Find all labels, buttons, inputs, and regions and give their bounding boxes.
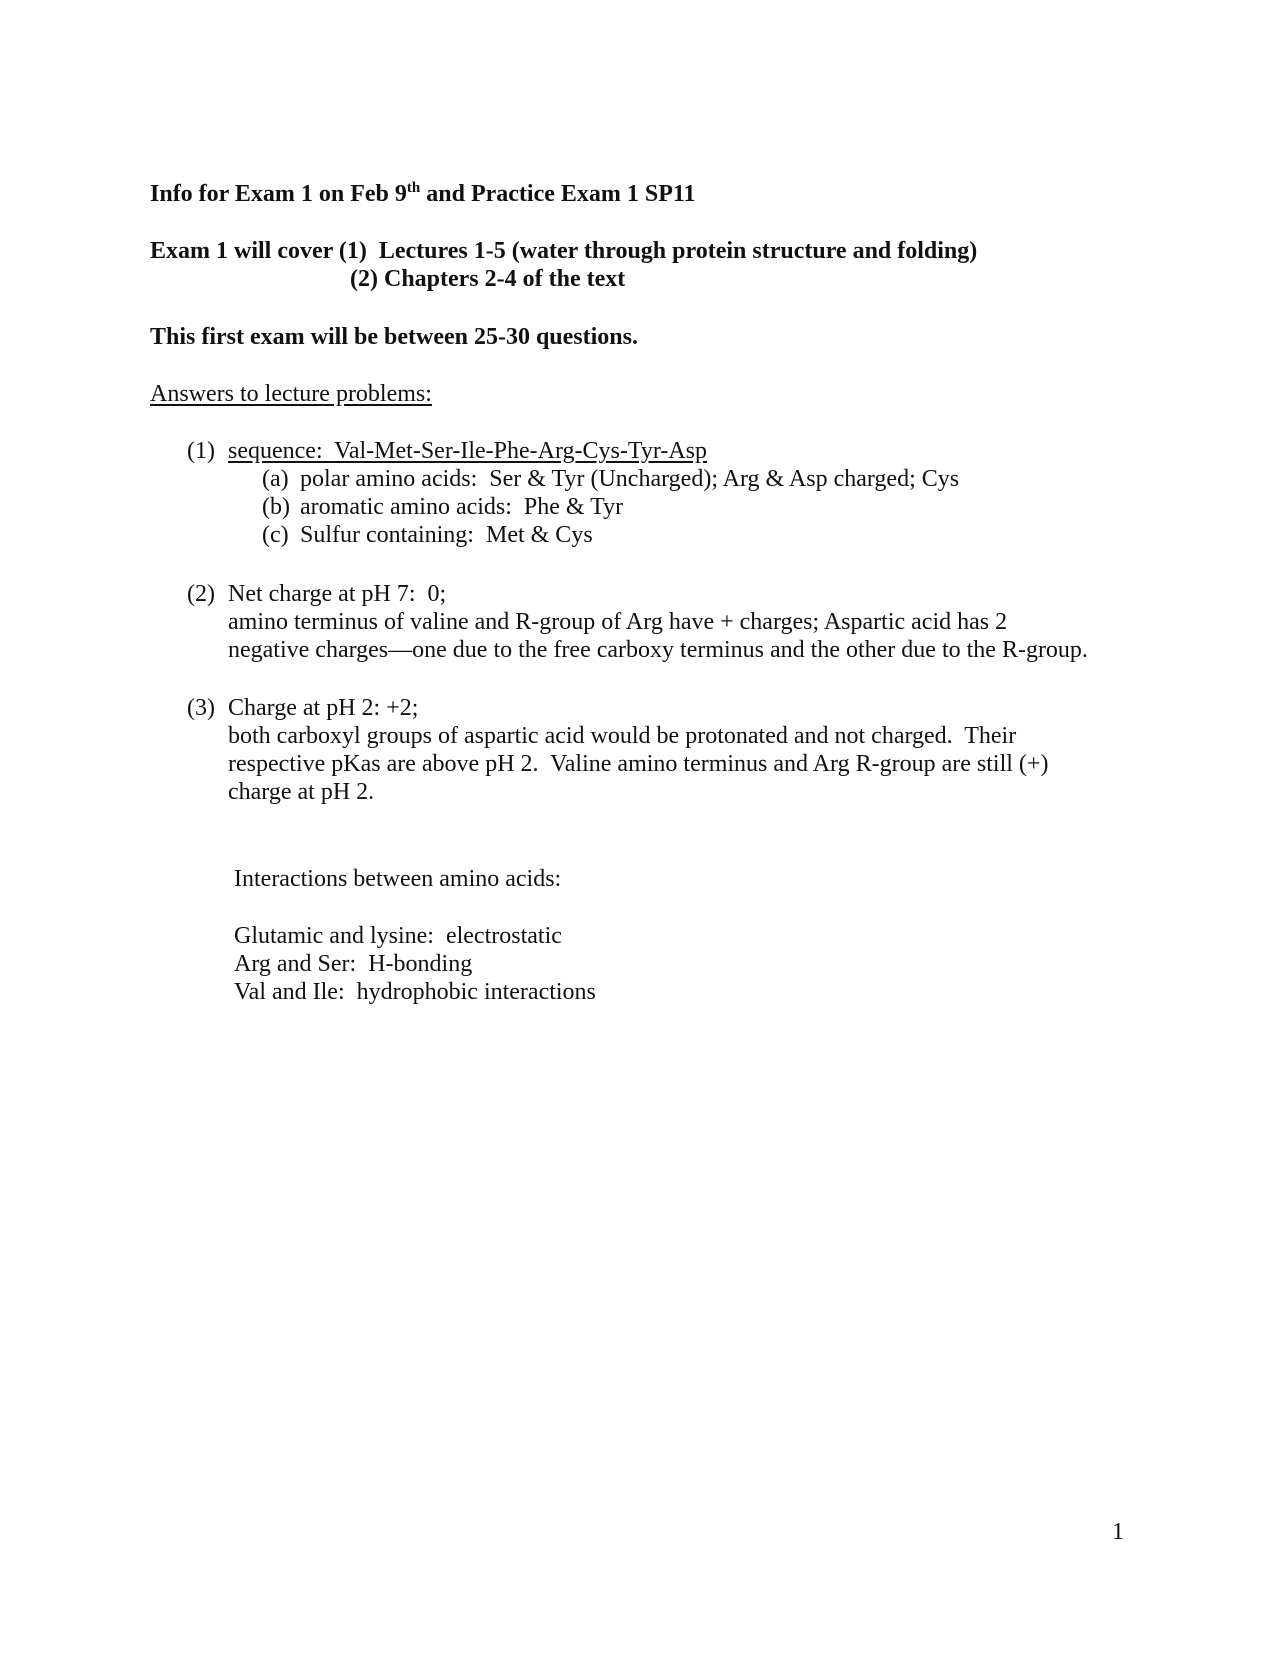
problem-2-marker: (2) (187, 581, 215, 607)
problem-2-line-3: negative charges—one due to the free carboxy terminus and the other due to the R-group. (228, 637, 1088, 663)
subitem-a-marker: (a) (262, 466, 289, 492)
coverage-line-2: (2) Chapters 2-4 of the text (350, 266, 626, 292)
problem-1-marker: (1) (187, 438, 215, 464)
title-rest: and Practice Exam 1 SP11 (420, 181, 696, 207)
exam-length-statement: This first exam will be between 25-30 questions. (150, 324, 638, 350)
answers-heading: Answers to lecture problems: (150, 381, 432, 407)
subitem-b-marker: (b) (262, 494, 290, 520)
problem-1-title: sequence: Val-Met-Ser-Ile-Phe-Arg-Cys-Tyr-Asp (228, 438, 708, 464)
problem-3-marker: (3) (187, 695, 215, 721)
page-title (150, 180, 696, 208)
problem-2-line-2: amino terminus of valine and R-group of Arg have + charges; Aspartic acid has 2 (228, 609, 1008, 635)
page-number: 1 (1112, 1519, 1124, 1545)
subitem-a-text: polar amino acids: Ser & Tyr (Uncharged); Arg & Asp charged; Cys (300, 466, 960, 492)
problem-3-line-1: Charge at pH 2: +2; (228, 695, 419, 721)
problem-3-line-3: respective pKas are above pH 2. Valine amino terminus and Arg R-group are still (+) (228, 751, 1049, 777)
problem-3-line-4: charge at pH 2. (228, 779, 375, 805)
coverage-line-1: Exam 1 will cover (1) Lectures 1-5 (water through protein structure and folding) (150, 238, 978, 264)
interaction-item-3: Val and Ile: hydrophobic interactions (234, 979, 596, 1005)
title-superscript: th (406, 180, 421, 196)
title-main: Info for Exam 1 on Feb 9 (150, 181, 407, 207)
subitem-b-text: aromatic amino acids: Phe & Tyr (300, 494, 624, 520)
subitem-c-marker: (c) (262, 522, 289, 548)
subitem-b (262, 493, 623, 521)
interactions-heading: Interactions between amino acids: (234, 866, 562, 892)
problem-3-line-2: both carboxyl groups of aspartic acid would be protonated and not charged. Their (228, 723, 1017, 749)
subitem-a (262, 465, 959, 493)
problem-2-line-1: Net charge at pH 7: 0; (228, 581, 447, 607)
interaction-item-1: Glutamic and lysine: electrostatic (234, 923, 562, 949)
interaction-item-2: Arg and Ser: H-bonding (234, 951, 473, 977)
subitem-c-text: Sulfur containing: Met & Cys (300, 522, 593, 548)
subitem-c (262, 521, 593, 549)
